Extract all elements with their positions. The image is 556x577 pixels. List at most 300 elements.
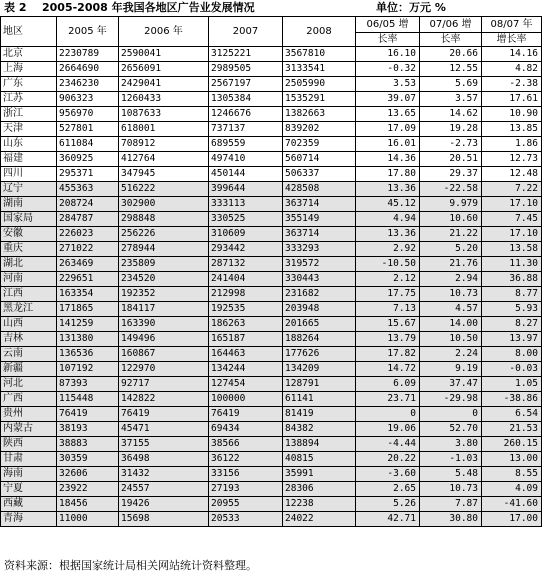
table-row xyxy=(1,197,542,212)
value-2006-cell: 256226 xyxy=(119,227,209,242)
region-cell: 贵州 xyxy=(1,407,57,422)
value-2008-cell: 1382663 xyxy=(283,107,356,122)
table-row xyxy=(1,257,542,272)
region-cell: 山东 xyxy=(1,137,57,152)
region-cell: 广东 xyxy=(1,77,57,92)
value-2006-cell: 412764 xyxy=(119,152,209,167)
value-2006-cell: 298848 xyxy=(119,212,209,227)
unit-label: 单位：万元 % xyxy=(376,1,446,14)
data-table xyxy=(0,16,542,527)
growth-0706-cell: 7.87 xyxy=(420,497,482,512)
value-2008-cell: 81419 xyxy=(283,407,356,422)
growth-0706-cell: 9.19 xyxy=(420,362,482,377)
growth-0605-cell: 4.94 xyxy=(356,212,420,227)
value-2007-cell: 310609 xyxy=(209,227,283,242)
growth-0807-cell: 17.61 xyxy=(482,92,542,107)
value-2005-cell: 284787 xyxy=(57,212,119,227)
value-2008-cell: 177626 xyxy=(283,347,356,362)
value-2006-cell: 15698 xyxy=(119,512,209,527)
growth-0706-cell: 3.80 xyxy=(420,437,482,452)
value-2008-cell: 363714 xyxy=(283,197,356,212)
header-2008: 2008 xyxy=(283,17,356,47)
value-2006-cell: 122970 xyxy=(119,362,209,377)
table-row xyxy=(1,77,542,92)
growth-0605-cell: 20.22 xyxy=(356,452,420,467)
header-growth-0807-top: 08/07 年 xyxy=(482,17,542,33)
growth-0807-cell: 13.00 xyxy=(482,452,542,467)
value-2007-cell: 2989505 xyxy=(209,62,283,77)
table-row xyxy=(1,302,542,317)
value-2005-cell: 2230789 xyxy=(57,47,119,62)
value-2007-cell: 689559 xyxy=(209,137,283,152)
region-cell: 青海 xyxy=(1,512,57,527)
growth-0706-cell: 19.28 xyxy=(420,122,482,137)
growth-0706-cell: 4.57 xyxy=(420,302,482,317)
growth-0807-cell: -0.03 xyxy=(482,362,542,377)
value-2007-cell: 69434 xyxy=(209,422,283,437)
value-2008-cell: 330443 xyxy=(283,272,356,287)
value-2005-cell: 141259 xyxy=(57,317,119,332)
growth-0605-cell: 16.10 xyxy=(356,47,420,62)
value-2006-cell: 45471 xyxy=(119,422,209,437)
table-row xyxy=(1,497,542,512)
value-2005-cell: 136536 xyxy=(57,347,119,362)
value-2008-cell: 839202 xyxy=(283,122,356,137)
growth-0807-cell: 10.90 xyxy=(482,107,542,122)
growth-0605-cell: 14.36 xyxy=(356,152,420,167)
header-2005: 2005 年 xyxy=(57,17,119,47)
table-row xyxy=(1,47,542,62)
value-2006-cell: 160867 xyxy=(119,347,209,362)
value-2008-cell: 702359 xyxy=(283,137,356,152)
growth-0605-cell: 19.06 xyxy=(356,422,420,437)
table-row xyxy=(1,92,542,107)
growth-0706-cell: 52.70 xyxy=(420,422,482,437)
region-cell: 国家局 xyxy=(1,212,57,227)
growth-0807-cell: 7.22 xyxy=(482,182,542,197)
value-2007-cell: 20533 xyxy=(209,512,283,527)
value-2008-cell: 2505990 xyxy=(283,77,356,92)
region-cell: 河南 xyxy=(1,272,57,287)
value-2006-cell: 235809 xyxy=(119,257,209,272)
table-row xyxy=(1,377,542,392)
value-2005-cell: 115448 xyxy=(57,392,119,407)
value-2007-cell: 399644 xyxy=(209,182,283,197)
value-2008-cell: 355149 xyxy=(283,212,356,227)
value-2008-cell: 231682 xyxy=(283,287,356,302)
value-2008-cell: 506337 xyxy=(283,167,356,182)
table-row xyxy=(1,152,542,167)
value-2008-cell: 428508 xyxy=(283,182,356,197)
value-2005-cell: 229651 xyxy=(57,272,119,287)
value-2006-cell: 36498 xyxy=(119,452,209,467)
growth-0807-cell: 17.10 xyxy=(482,197,542,212)
table-row xyxy=(1,287,542,302)
growth-0807-cell: 14.16 xyxy=(482,47,542,62)
growth-0807-cell: 1.86 xyxy=(482,137,542,152)
value-2007-cell: 33156 xyxy=(209,467,283,482)
region-cell: 吉林 xyxy=(1,332,57,347)
header-growth-0605-top: 06/05 增 xyxy=(356,17,420,33)
table-row xyxy=(1,452,542,467)
value-2005-cell: 87393 xyxy=(57,377,119,392)
value-2006-cell: 149496 xyxy=(119,332,209,347)
growth-0706-cell: 29.37 xyxy=(420,167,482,182)
growth-0706-cell: 37.47 xyxy=(420,377,482,392)
header-growth-0706-top: 07/06 增 xyxy=(420,17,482,33)
table-row xyxy=(1,227,542,242)
growth-0605-cell: 2.12 xyxy=(356,272,420,287)
value-2005-cell: 263469 xyxy=(57,257,119,272)
growth-0807-cell: 4.82 xyxy=(482,62,542,77)
growth-0605-cell: 39.07 xyxy=(356,92,420,107)
value-2005-cell: 360925 xyxy=(57,152,119,167)
growth-0605-cell: 6.09 xyxy=(356,377,420,392)
growth-0605-cell: 13.36 xyxy=(356,227,420,242)
value-2005-cell: 11000 xyxy=(57,512,119,527)
value-2005-cell: 23922 xyxy=(57,482,119,497)
region-cell: 福建 xyxy=(1,152,57,167)
value-2007-cell: 2567197 xyxy=(209,77,283,92)
growth-0807-cell: 12.48 xyxy=(482,167,542,182)
value-2006-cell: 516222 xyxy=(119,182,209,197)
value-2007-cell: 192535 xyxy=(209,302,283,317)
value-2008-cell: 12238 xyxy=(283,497,356,512)
value-2005-cell: 30359 xyxy=(57,452,119,467)
value-2006-cell: 1087633 xyxy=(119,107,209,122)
growth-0605-cell: 45.12 xyxy=(356,197,420,212)
value-2006-cell: 347945 xyxy=(119,167,209,182)
growth-0605-cell: 17.80 xyxy=(356,167,420,182)
growth-0605-cell: -10.50 xyxy=(356,257,420,272)
value-2006-cell: 76419 xyxy=(119,407,209,422)
value-2008-cell: 24022 xyxy=(283,512,356,527)
value-2008-cell: 28306 xyxy=(283,482,356,497)
table-row xyxy=(1,107,542,122)
growth-0807-cell: 6.54 xyxy=(482,407,542,422)
growth-0706-cell: 21.22 xyxy=(420,227,482,242)
value-2007-cell: 36122 xyxy=(209,452,283,467)
growth-0605-cell: 2.92 xyxy=(356,242,420,257)
region-cell: 甘肃 xyxy=(1,452,57,467)
table-row xyxy=(1,392,542,407)
value-2007-cell: 127454 xyxy=(209,377,283,392)
value-2005-cell: 455363 xyxy=(57,182,119,197)
ad-industry-table xyxy=(0,16,541,556)
growth-0706-cell: 30.80 xyxy=(420,512,482,527)
value-2008-cell: 560714 xyxy=(283,152,356,167)
value-2006-cell: 618001 xyxy=(119,122,209,137)
value-2008-cell: 188264 xyxy=(283,332,356,347)
value-2007-cell: 287132 xyxy=(209,257,283,272)
growth-0605-cell: 42.71 xyxy=(356,512,420,527)
growth-0807-cell: 8.00 xyxy=(482,347,542,362)
value-2008-cell: 40815 xyxy=(283,452,356,467)
growth-0706-cell: 10.50 xyxy=(420,332,482,347)
growth-0807-cell: -38.86 xyxy=(482,392,542,407)
value-2007-cell: 241404 xyxy=(209,272,283,287)
growth-0605-cell: 14.72 xyxy=(356,362,420,377)
value-2007-cell: 164463 xyxy=(209,347,283,362)
value-2008-cell: 333293 xyxy=(283,242,356,257)
growth-0605-cell: 7.13 xyxy=(356,302,420,317)
value-2007-cell: 38566 xyxy=(209,437,283,452)
growth-0706-cell: 14.00 xyxy=(420,317,482,332)
value-2005-cell: 171865 xyxy=(57,302,119,317)
region-cell: 陕西 xyxy=(1,437,57,452)
region-cell: 江苏 xyxy=(1,92,57,107)
region-cell: 内蒙古 xyxy=(1,422,57,437)
value-2005-cell: 2664690 xyxy=(57,62,119,77)
header-growth-0706-bottom: 长率 xyxy=(420,33,482,47)
table-title: 2005-2008 年我国各地区广告业发展情况 xyxy=(42,1,255,14)
value-2006-cell: 31432 xyxy=(119,467,209,482)
growth-0807-cell: 11.30 xyxy=(482,257,542,272)
table-row xyxy=(1,137,542,152)
growth-0706-cell: 5.69 xyxy=(420,77,482,92)
growth-0706-cell: 5.20 xyxy=(420,242,482,257)
value-2006-cell: 24557 xyxy=(119,482,209,497)
value-2007-cell: 737137 xyxy=(209,122,283,137)
value-2008-cell: 134209 xyxy=(283,362,356,377)
value-2006-cell: 2590041 xyxy=(119,47,209,62)
region-cell: 山西 xyxy=(1,317,57,332)
header-region: 地区 xyxy=(1,17,57,47)
value-2005-cell: 38883 xyxy=(57,437,119,452)
value-2006-cell: 184117 xyxy=(119,302,209,317)
value-2008-cell: 138894 xyxy=(283,437,356,452)
header-row xyxy=(1,17,542,33)
value-2005-cell: 76419 xyxy=(57,407,119,422)
growth-0706-cell: 21.76 xyxy=(420,257,482,272)
value-2007-cell: 1305384 xyxy=(209,92,283,107)
region-cell: 北京 xyxy=(1,47,57,62)
growth-0605-cell: -3.60 xyxy=(356,467,420,482)
header-growth-0605-bottom: 长率 xyxy=(356,33,420,47)
growth-0605-cell: 5.26 xyxy=(356,497,420,512)
value-2007-cell: 1246676 xyxy=(209,107,283,122)
growth-0605-cell: 23.71 xyxy=(356,392,420,407)
growth-0807-cell: 7.45 xyxy=(482,212,542,227)
growth-0807-cell: 13.97 xyxy=(482,332,542,347)
growth-0807-cell: 36.88 xyxy=(482,272,542,287)
value-2007-cell: 165187 xyxy=(209,332,283,347)
value-2005-cell: 38193 xyxy=(57,422,119,437)
table-row xyxy=(1,272,542,287)
region-cell: 宁夏 xyxy=(1,482,57,497)
value-2005-cell: 107192 xyxy=(57,362,119,377)
value-2007-cell: 100000 xyxy=(209,392,283,407)
value-2007-cell: 186263 xyxy=(209,317,283,332)
value-2007-cell: 333113 xyxy=(209,197,283,212)
region-cell: 湖南 xyxy=(1,197,57,212)
growth-0807-cell: 260.15 xyxy=(482,437,542,452)
value-2006-cell: 142822 xyxy=(119,392,209,407)
growth-0605-cell: 0 xyxy=(356,407,420,422)
growth-0706-cell: -1.03 xyxy=(420,452,482,467)
value-2007-cell: 20955 xyxy=(209,497,283,512)
header-growth-0807-bottom: 增长率 xyxy=(482,33,542,47)
value-2005-cell: 271022 xyxy=(57,242,119,257)
growth-0807-cell: 8.27 xyxy=(482,317,542,332)
value-2006-cell: 92717 xyxy=(119,377,209,392)
growth-0706-cell: 14.62 xyxy=(420,107,482,122)
table-row xyxy=(1,512,542,527)
table-row xyxy=(1,347,542,362)
value-2006-cell: 19426 xyxy=(119,497,209,512)
table-row xyxy=(1,317,542,332)
value-2007-cell: 497410 xyxy=(209,152,283,167)
growth-0706-cell: 10.73 xyxy=(420,287,482,302)
region-cell: 浙江 xyxy=(1,107,57,122)
growth-0605-cell: 3.53 xyxy=(356,77,420,92)
value-2007-cell: 3125221 xyxy=(209,47,283,62)
value-2006-cell: 2656091 xyxy=(119,62,209,77)
growth-0807-cell: 5.93 xyxy=(482,302,542,317)
value-2008-cell: 3133541 xyxy=(283,62,356,77)
value-2005-cell: 956970 xyxy=(57,107,119,122)
growth-0706-cell: 10.60 xyxy=(420,212,482,227)
growth-0706-cell: 20.66 xyxy=(420,47,482,62)
table-row xyxy=(1,422,542,437)
value-2005-cell: 906323 xyxy=(57,92,119,107)
growth-0706-cell: 2.24 xyxy=(420,347,482,362)
growth-0706-cell: 2.94 xyxy=(420,272,482,287)
value-2006-cell: 708912 xyxy=(119,137,209,152)
source-note: 资料来源：根据国家统计局相关网站统计资料整理。 xyxy=(4,559,257,572)
value-2006-cell: 37155 xyxy=(119,437,209,452)
value-2005-cell: 208724 xyxy=(57,197,119,212)
growth-0807-cell: 21.53 xyxy=(482,422,542,437)
growth-0605-cell: 2.65 xyxy=(356,482,420,497)
value-2007-cell: 76419 xyxy=(209,407,283,422)
value-2007-cell: 330525 xyxy=(209,212,283,227)
region-cell: 安徽 xyxy=(1,227,57,242)
table-row xyxy=(1,437,542,452)
growth-0807-cell: 8.55 xyxy=(482,467,542,482)
table-row xyxy=(1,407,542,422)
value-2006-cell: 302900 xyxy=(119,197,209,212)
region-cell: 四川 xyxy=(1,167,57,182)
value-2008-cell: 35991 xyxy=(283,467,356,482)
value-2008-cell: 61141 xyxy=(283,392,356,407)
value-2007-cell: 450144 xyxy=(209,167,283,182)
value-2005-cell: 527801 xyxy=(57,122,119,137)
growth-0807-cell: 13.58 xyxy=(482,242,542,257)
growth-0807-cell: 17.10 xyxy=(482,227,542,242)
value-2007-cell: 212998 xyxy=(209,287,283,302)
region-cell: 广西 xyxy=(1,392,57,407)
growth-0807-cell: 12.73 xyxy=(482,152,542,167)
growth-0706-cell: -22.58 xyxy=(420,182,482,197)
growth-0605-cell: -4.44 xyxy=(356,437,420,452)
growth-0706-cell: 3.57 xyxy=(420,92,482,107)
value-2005-cell: 131380 xyxy=(57,332,119,347)
growth-0807-cell: 1.05 xyxy=(482,377,542,392)
value-2008-cell: 84382 xyxy=(283,422,356,437)
value-2008-cell: 319572 xyxy=(283,257,356,272)
growth-0605-cell: 13.79 xyxy=(356,332,420,347)
region-cell: 河北 xyxy=(1,377,57,392)
value-2006-cell: 2429041 xyxy=(119,77,209,92)
table-row xyxy=(1,242,542,257)
header-2007: 2007 xyxy=(209,17,283,47)
table-row xyxy=(1,362,542,377)
growth-0807-cell: -41.60 xyxy=(482,497,542,512)
growth-0605-cell: 15.67 xyxy=(356,317,420,332)
region-cell: 黑龙江 xyxy=(1,302,57,317)
table-body xyxy=(1,17,542,527)
region-cell: 上海 xyxy=(1,62,57,77)
value-2005-cell: 295371 xyxy=(57,167,119,182)
table-row xyxy=(1,332,542,347)
region-cell: 云南 xyxy=(1,347,57,362)
table-row xyxy=(1,482,542,497)
table-row xyxy=(1,122,542,137)
value-2006-cell: 192352 xyxy=(119,287,209,302)
value-2008-cell: 1535291 xyxy=(283,92,356,107)
region-cell: 西藏 xyxy=(1,497,57,512)
growth-0706-cell: 10.73 xyxy=(420,482,482,497)
value-2005-cell: 2346230 xyxy=(57,77,119,92)
value-2006-cell: 278944 xyxy=(119,242,209,257)
value-2006-cell: 1260433 xyxy=(119,92,209,107)
region-cell: 新疆 xyxy=(1,362,57,377)
growth-0706-cell: 20.51 xyxy=(420,152,482,167)
table-row xyxy=(1,62,542,77)
growth-0807-cell: 17.00 xyxy=(482,512,542,527)
value-2005-cell: 18456 xyxy=(57,497,119,512)
value-2006-cell: 163390 xyxy=(119,317,209,332)
value-2008-cell: 203948 xyxy=(283,302,356,317)
value-2007-cell: 293442 xyxy=(209,242,283,257)
growth-0605-cell: -0.32 xyxy=(356,62,420,77)
table-row xyxy=(1,182,542,197)
region-cell: 辽宁 xyxy=(1,182,57,197)
value-2005-cell: 163354 xyxy=(57,287,119,302)
region-cell: 海南 xyxy=(1,467,57,482)
growth-0605-cell: 17.09 xyxy=(356,122,420,137)
growth-0807-cell: 4.09 xyxy=(482,482,542,497)
growth-0807-cell: -2.38 xyxy=(482,77,542,92)
growth-0605-cell: 17.82 xyxy=(356,347,420,362)
table-row xyxy=(1,467,542,482)
region-cell: 天津 xyxy=(1,122,57,137)
region-cell: 江西 xyxy=(1,287,57,302)
value-2005-cell: 32606 xyxy=(57,467,119,482)
header-2006: 2006 年 xyxy=(119,17,209,47)
table-row xyxy=(1,167,542,182)
value-2008-cell: 201665 xyxy=(283,317,356,332)
growth-0706-cell: 0 xyxy=(420,407,482,422)
value-2008-cell: 3567810 xyxy=(283,47,356,62)
table-row xyxy=(1,212,542,227)
region-cell: 重庆 xyxy=(1,242,57,257)
growth-0706-cell: -29.98 xyxy=(420,392,482,407)
growth-0605-cell: 16.01 xyxy=(356,137,420,152)
growth-0706-cell: -2.73 xyxy=(420,137,482,152)
value-2006-cell: 234520 xyxy=(119,272,209,287)
growth-0807-cell: 13.85 xyxy=(482,122,542,137)
value-2008-cell: 128791 xyxy=(283,377,356,392)
growth-0605-cell: 17.75 xyxy=(356,287,420,302)
growth-0706-cell: 5.48 xyxy=(420,467,482,482)
table-number: 表 2 xyxy=(4,1,27,14)
growth-0706-cell: 9.979 xyxy=(420,197,482,212)
growth-0605-cell: 13.36 xyxy=(356,182,420,197)
growth-0605-cell: 13.65 xyxy=(356,107,420,122)
value-2005-cell: 226023 xyxy=(57,227,119,242)
